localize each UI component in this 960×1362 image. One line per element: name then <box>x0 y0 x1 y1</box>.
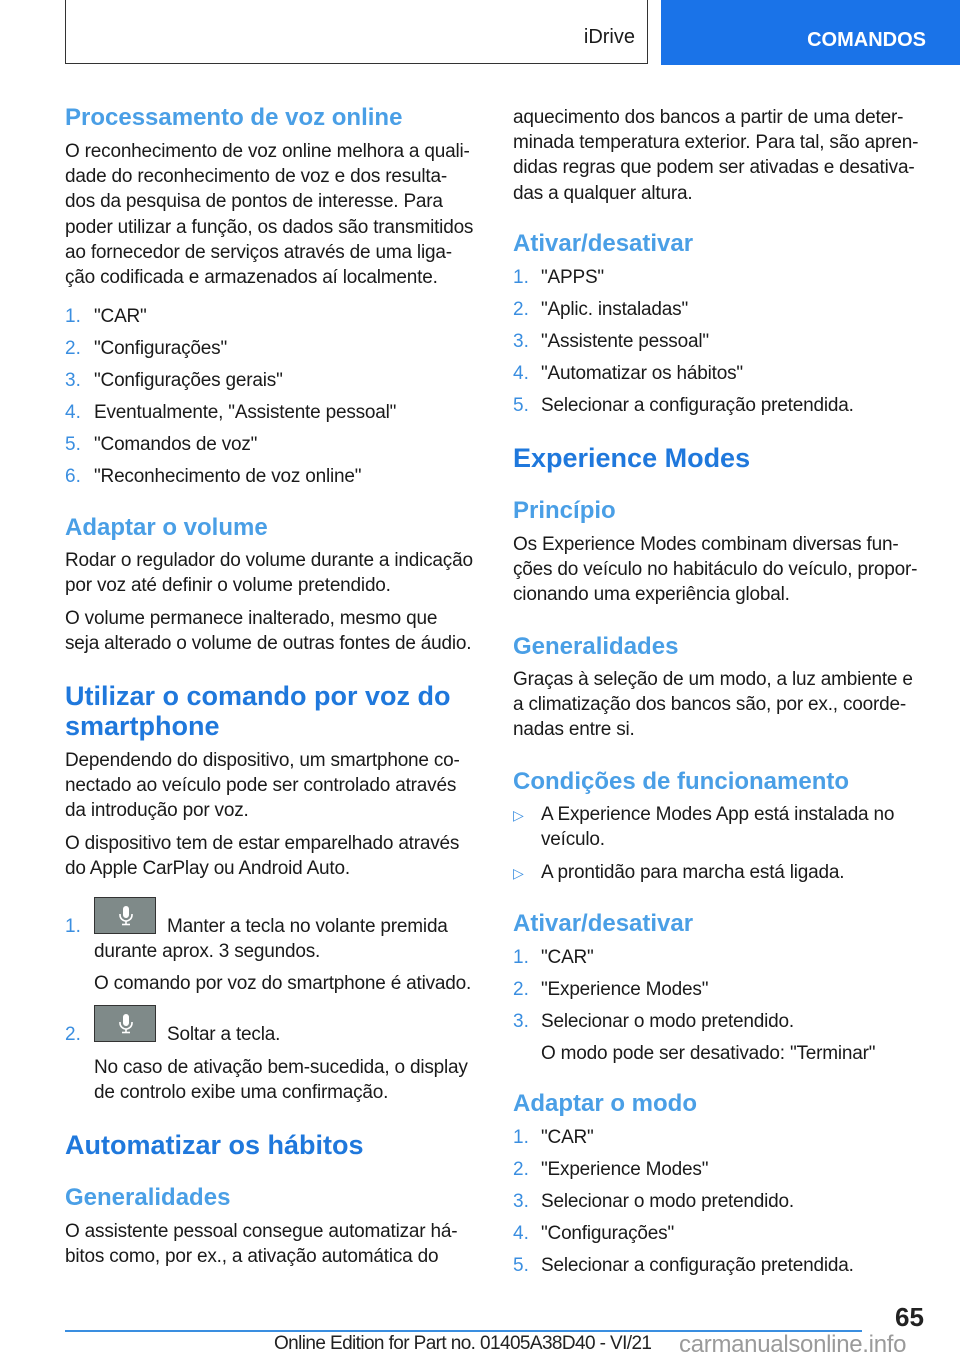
step-number: 3. <box>513 1191 529 1212</box>
step-text: Selecionar a configuração pretendida. <box>541 395 854 416</box>
line: dade do reconhecimento de voz e dos resulta- <box>65 166 447 188</box>
step-number: 1. <box>513 947 529 968</box>
step-number: 2. <box>513 299 529 320</box>
line: da introdução por voz. <box>65 800 249 822</box>
step-number: 4. <box>65 402 81 423</box>
line: do Apple CarPlay ou Android Auto. <box>65 858 350 880</box>
step-number: 1. <box>513 267 529 288</box>
heading-activate: Ativar/desativar <box>513 910 694 937</box>
heading-general: Generalidades <box>65 1184 231 1211</box>
line: veículo. <box>541 829 605 851</box>
line: Utilizar o comando por voz do <box>65 681 451 711</box>
step-text: "Configurações gerais" <box>94 370 283 391</box>
line: ao fornecedor de serviços através de uma liga- <box>65 241 452 263</box>
line: de controlo exibe uma confirmação. <box>94 1082 389 1104</box>
line: a climatização dos bancos são, por ex., coorde- <box>513 694 906 716</box>
steps-list <box>513 945 933 1070</box>
heading-conditions: Condições de funcionamento <box>513 768 850 795</box>
step-number: 1. <box>513 1127 529 1148</box>
line: A prontidão para marcha está ligada. <box>541 862 845 883</box>
paragraph <box>65 748 460 824</box>
paragraph <box>65 548 473 598</box>
page-number: 65 <box>895 1302 924 1332</box>
watermark: carmanualsonline.info <box>679 1331 907 1358</box>
steps-list <box>65 304 485 494</box>
step-number: 3. <box>513 331 529 352</box>
line: aquecimento dos bancos a partir de uma deter- <box>513 107 904 128</box>
step-text: Manter a tecla no volante premida <box>167 916 448 937</box>
heading-experience-modes: Experience Modes <box>513 443 751 473</box>
heading-adapt-mode: Adaptar o modo <box>513 1090 697 1117</box>
step-text: "Automatizar os hábitos" <box>541 363 743 384</box>
step-number: 1. <box>65 916 81 937</box>
step-number: 3. <box>513 1011 529 1032</box>
heading-general: Generalidades <box>513 633 679 660</box>
step-result <box>94 1055 468 1105</box>
line: nectado ao veículo pode ser controlado através <box>65 775 457 797</box>
voice-button-icon <box>94 1005 156 1042</box>
voice-button-icon <box>94 897 156 934</box>
line: A Experience Modes App está instalada no <box>541 804 895 825</box>
step-number: 2. <box>513 979 529 1000</box>
step-text: Selecionar o modo pretendido. <box>541 1011 794 1032</box>
step-result: O modo pode ser desativado: "Terminar" <box>541 1043 876 1064</box>
bullet-item <box>541 860 844 885</box>
step-number: 2. <box>65 1024 81 1045</box>
paragraph <box>65 831 459 881</box>
step-text: "CAR" <box>541 947 594 968</box>
header-title: iDrive <box>583 26 635 48</box>
line: cionando uma experiência global. <box>513 584 790 606</box>
step-number: 1. <box>65 306 81 327</box>
heading-online-voice: Processamento de voz online <box>65 104 403 131</box>
step-number: 2. <box>513 1159 529 1180</box>
line: nadas entre si. <box>513 719 635 741</box>
paragraph <box>65 606 471 656</box>
line: minada temperatura exterior. Para tal, são apren- <box>513 132 919 154</box>
paragraph <box>513 105 918 206</box>
paragraph <box>513 532 917 608</box>
line: Rodar o regulador do volume durante a indicação <box>65 550 473 571</box>
step-text: "Configurações" <box>541 1223 675 1244</box>
step-text: "CAR" <box>541 1127 594 1148</box>
line: bitos como, por ex., a ativação automática do <box>65 1246 439 1268</box>
line: dos da pesquisa de pontos de interesse. Para <box>65 191 443 213</box>
step-number: 6. <box>65 466 81 487</box>
bullet-triangle-icon: ▷ <box>513 807 524 823</box>
step-text: "CAR" <box>94 306 147 327</box>
step-text: "Experience Modes" <box>541 1159 709 1180</box>
step-text: "Comandos de voz" <box>94 434 258 455</box>
paragraph <box>65 139 473 290</box>
paragraph <box>513 667 913 743</box>
step-number: 4. <box>513 1223 529 1244</box>
steps-list <box>513 265 933 425</box>
line: Graças à seleção de um modo, a luz ambiente e <box>513 669 913 690</box>
step-number: 2. <box>65 338 81 359</box>
line: smartphone <box>65 711 220 741</box>
line: Os Experience Modes combinam diversas fun- <box>513 534 899 555</box>
line: seja alterado o volume de outras fontes de áudio. <box>65 633 472 655</box>
line: das a qualquer altura. <box>513 182 693 204</box>
heading-activate: Ativar/desativar <box>513 230 694 257</box>
step-text: Eventualmente, "Assistente pessoal" <box>94 402 397 423</box>
step-number: 5. <box>513 395 529 416</box>
line: O volume permanece inalterado, mesmo que <box>65 608 438 629</box>
step-text: "Experience Modes" <box>541 979 709 1000</box>
step-text: durante aprox. 3 segundos. <box>94 941 321 962</box>
step-result: O comando por voz do smartphone é ativado. <box>94 973 472 994</box>
step-text: Selecionar a configuração pretendida. <box>541 1255 854 1276</box>
line: O reconhecimento de voz online melhora a quali- <box>65 141 470 162</box>
right-column <box>513 0 933 1300</box>
step-text: "Assistente pessoal" <box>541 331 709 352</box>
heading-automate-habits: Automatizar os hábitos <box>65 1130 364 1160</box>
line: poder utilizar a função, os dados são transmitidos <box>65 216 474 238</box>
step-text: Soltar a tecla. <box>167 1024 281 1045</box>
steps-list <box>513 1125 933 1285</box>
line: Dependendo do dispositivo, um smartphone co- <box>65 750 460 771</box>
step-number: 5. <box>513 1255 529 1276</box>
left-column <box>65 0 485 1300</box>
line: didas regras que podem ser ativadas e desativa- <box>513 157 915 179</box>
step-number: 5. <box>65 434 81 455</box>
heading-volume: Adaptar o volume <box>65 514 268 541</box>
heading-smartphone-voice <box>65 681 451 741</box>
footer-edition: Online Edition for Part no. 01405A38D40 - VI/21 <box>274 1333 652 1354</box>
bullet-triangle-icon: ▷ <box>513 865 524 881</box>
line: ção codificada e armazenados aí localmente. <box>65 267 438 289</box>
step-text: Selecionar o modo pretendido. <box>541 1191 794 1212</box>
step-text: "APPS" <box>541 267 604 288</box>
paragraph <box>65 1219 457 1269</box>
line: ções do veículo no habitáculo do veículo, propor- <box>513 559 918 581</box>
line: No caso de ativação bem-sucedida, o display <box>94 1057 468 1078</box>
heading-principle: Princípio <box>513 497 616 524</box>
step-number: 3. <box>65 370 81 391</box>
line: O dispositivo tem de estar emparelhado através <box>65 833 460 854</box>
bullet-item <box>541 802 894 852</box>
step-number: 4. <box>513 363 529 384</box>
step-text: "Aplic. instaladas" <box>541 299 688 320</box>
header-section: COMANDOS <box>807 29 926 51</box>
line: por voz até definir o volume pretendido. <box>65 575 391 597</box>
step-text: "Reconhecimento de voz online" <box>94 466 362 487</box>
step-text: "Configurações" <box>94 338 228 359</box>
line: O assistente pessoal consegue automatizar há- <box>65 1221 458 1242</box>
